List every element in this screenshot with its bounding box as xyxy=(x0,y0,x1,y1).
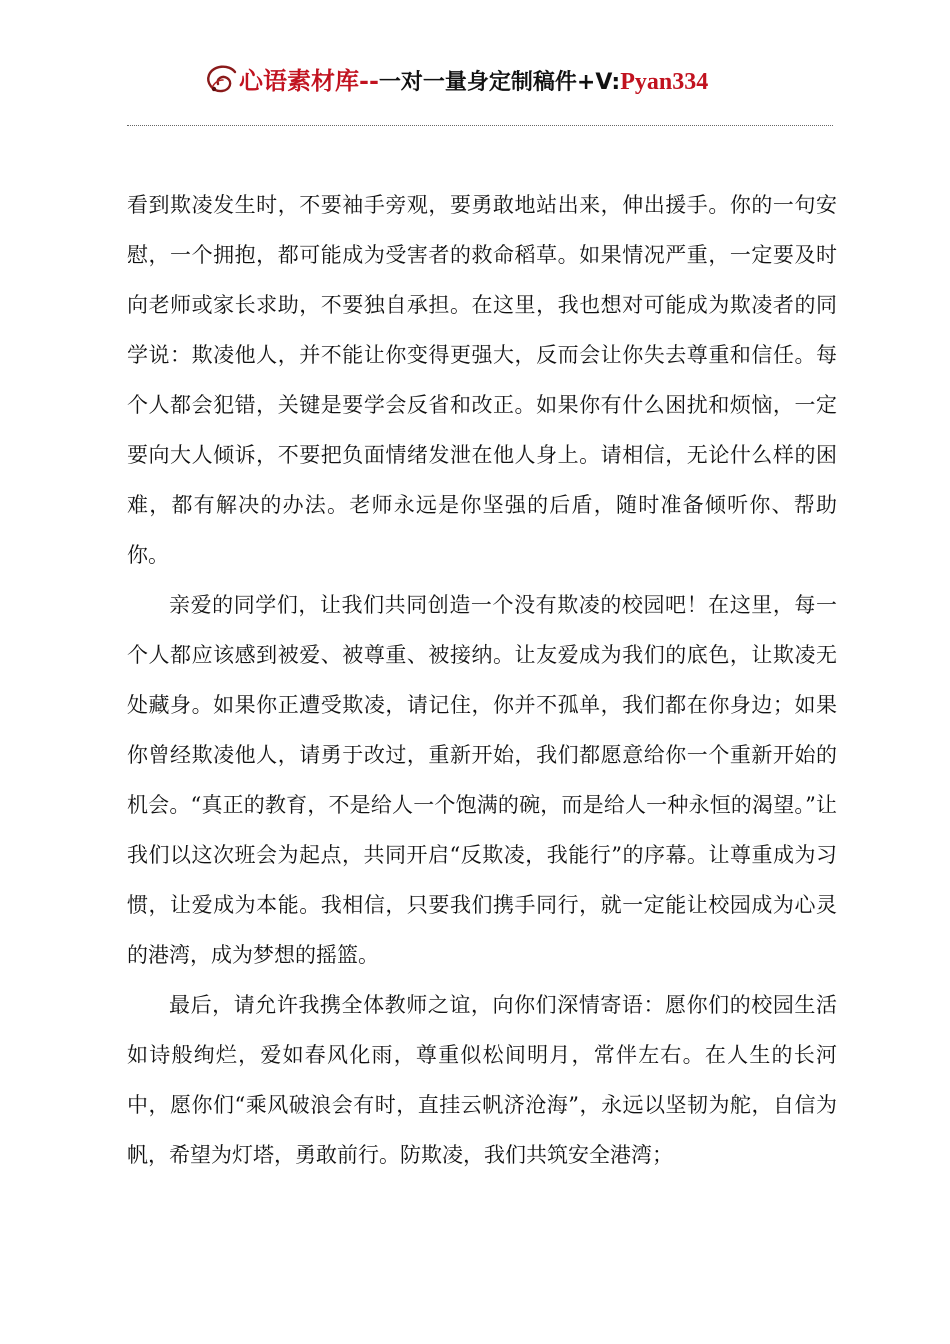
header-divider xyxy=(127,125,833,126)
body-paragraph: 看到欺凌发生时，不要袖手旁观，要勇敢地站出来，伸出援手。你的一句安慰，一个拥抱，都可能成为受害者的救命稻草。如果情况严重，一定要及时向老师或家长求助，不要独自承担。在这里，我也想对可能成为欺凌者的同学说：欺凌他人，并不能让你变得更强大，反而会让你失去尊重和信任。每个人都会犯错，关键是要学会反省和改正。如果你有什么困扰和烦恼，一定要向大人倾诉，不要把负面情绪发泄在他人身上。请相信，无论什么样的困难，都有解决的办法。老师永远是你坚强的后盾，随时准备倾听你、帮助你。 xyxy=(127,193,837,567)
wechat-id: Pyan334 xyxy=(620,69,709,95)
header-title xyxy=(239,64,708,98)
swirl-logo-icon xyxy=(205,63,239,95)
brand-separator: -- xyxy=(359,66,379,95)
page-header xyxy=(127,56,833,114)
brand-name: 心语素材库 xyxy=(239,66,359,95)
body-paragraph: 最后，请允许我携全体教师之谊，向你们深情寄语：愿你们的校园生活如诗般绚烂，爱如春风化雨，尊重似松间明月，常伴左右。在人生的长河中，愿你们“乘风破浪会有时，直挂云帆济沧海”，永远以坚韧为舵，自信为帆，希望为灯塔，勇敢前行。防欺凌，我们共筑安全港湾； xyxy=(127,993,837,1167)
body-paragraph: 亲爱的同学们，让我们共同创造一个没有欺凌的校园吧！在这里，每一个人都应该感到被爱、被尊重、被接纳。让友爱成为我们的底色，让欺凌无处藏身。如果你正遭受欺凌，请记住，你并不孤单，我们都在你身边；如果你曾经欺凌他人，请勇于改过，重新开始，我们都愿意给你一个重新开始的机会。“真正的教育，不是给人一个饱满的碗，而是给人一种永恒的渴望。”让我们以这次班会为起点，共同开启“反欺凌，我能行”的序幕。让尊重成为习惯，让爱成为本能。我相信，只要我们携手同行，就一定能让校园成为心灵的港湾，成为梦想的摇篮。 xyxy=(127,593,837,967)
header-tagline: 一对一量身定制稿件+V: xyxy=(378,70,621,95)
document-body xyxy=(127,180,837,1180)
